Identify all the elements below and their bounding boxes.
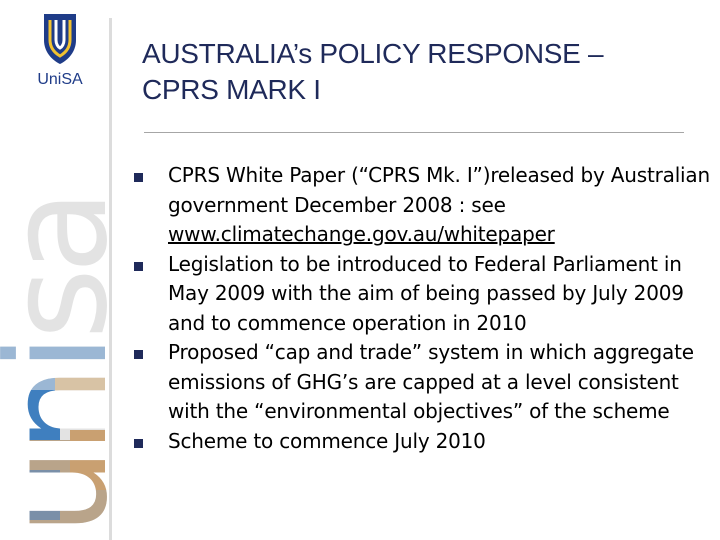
bullet-text: Legislation to be introduced to Federal Parliament in May 2009 with the aim of being passed by July 2009 and to commence operation in 2010 [168, 251, 684, 335]
bullet-item [134, 338, 714, 427]
unisa-watermark [0, 110, 115, 540]
bullet-text: Proposed “cap and trade” system in which aggregate emissions of GHG’s are capped at a level consistent with the “environmental objectives” of the scheme [168, 340, 694, 423]
logo-text: UniSA [37, 71, 83, 88]
bullet-list [134, 161, 714, 456]
title-line-1: AUSTRALIA’s POLICY RESPONSE – [142, 38, 604, 69]
sidebar [0, 0, 115, 540]
square-bullet-icon [134, 350, 143, 359]
bullet-item [134, 250, 714, 339]
sidebar-divider [109, 18, 112, 540]
bullet-item [134, 427, 714, 457]
square-bullet-icon [134, 439, 143, 448]
bullet-item [134, 161, 714, 250]
unisa-logo [20, 10, 100, 92]
square-bullet-icon [134, 262, 143, 271]
bullet-text: Scheme to commence July 2010 [168, 428, 486, 453]
square-bullet-icon [134, 173, 143, 182]
whitepaper-link[interactable]: www.climatechange.gov.au/whitepaper [168, 222, 555, 246]
bullet-text: CPRS White Paper (“CPRS Mk. I”)released by Australian government December 2008 : see [168, 163, 710, 217]
title-rule [144, 132, 684, 133]
slide-title [142, 36, 702, 108]
title-line-2: CPRS MARK I [142, 74, 321, 105]
